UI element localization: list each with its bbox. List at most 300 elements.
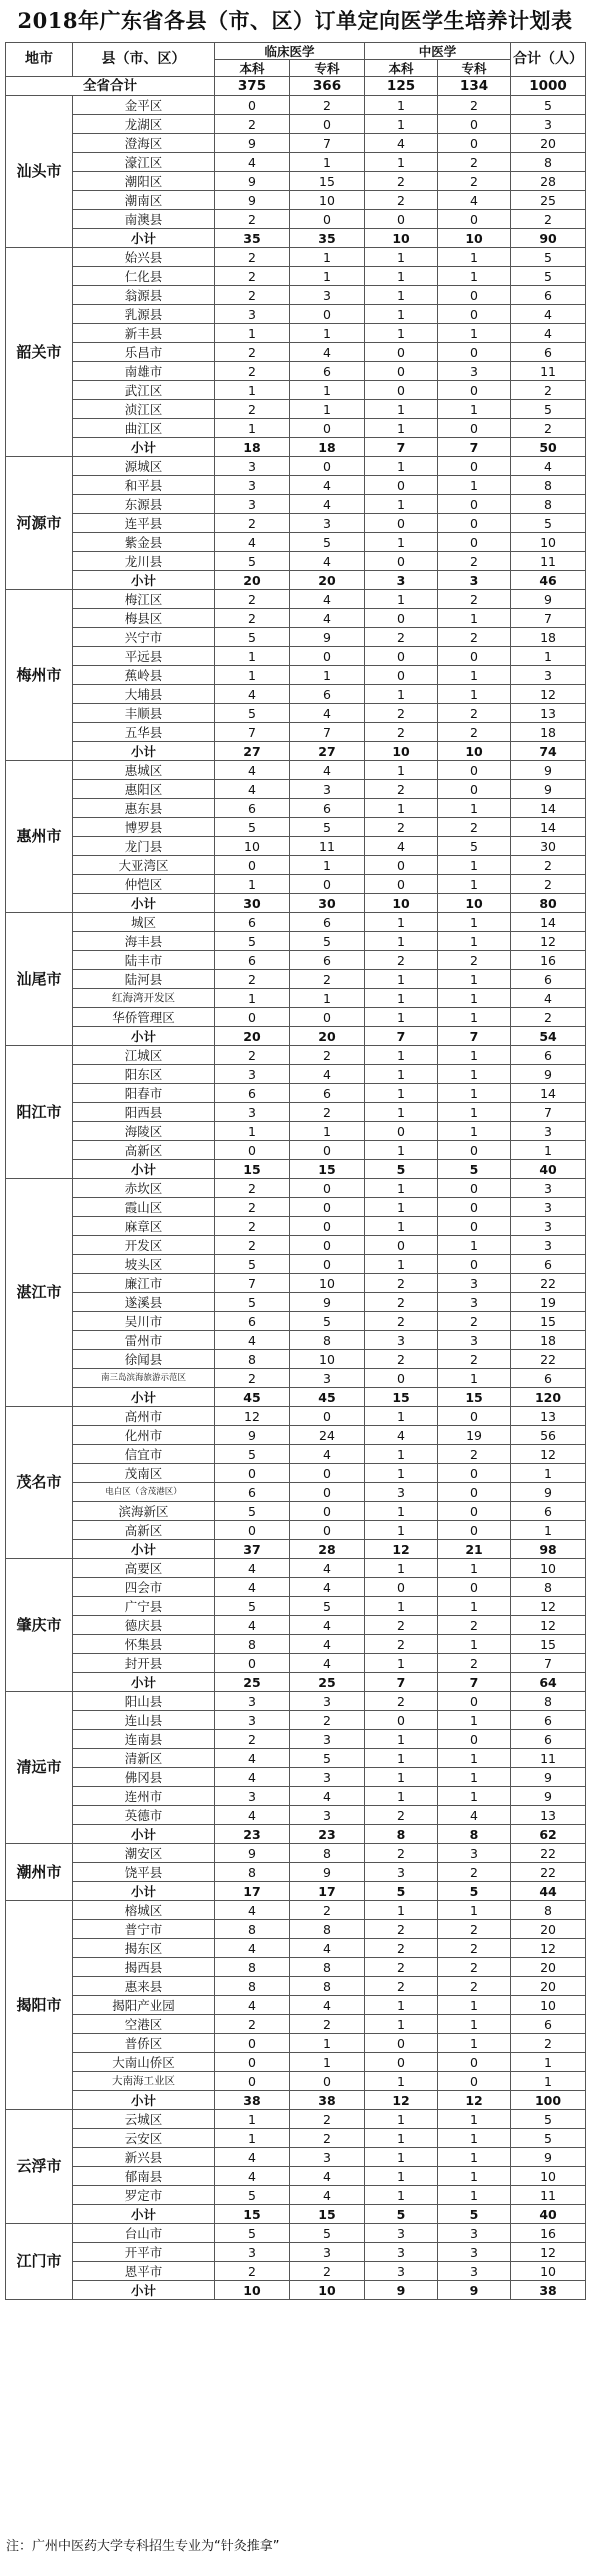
cell-tcm-bachelor: 1 xyxy=(365,1502,438,1521)
cell-total: 2 xyxy=(511,419,586,438)
table-row xyxy=(6,343,586,362)
county-name: 化州市 xyxy=(73,1426,215,1445)
cell-tcm-bachelor: 0 xyxy=(365,875,438,894)
cell-total: 1 xyxy=(511,1464,586,1483)
city-name: 河源市 xyxy=(6,457,73,590)
cell-tcm-college: 0 xyxy=(438,1521,511,1540)
subtotal-row xyxy=(6,2281,586,2300)
province-total-tcm-bachelor: 125 xyxy=(365,77,438,96)
county-name: 梅江区 xyxy=(73,590,215,609)
county-name: 麻章区 xyxy=(73,1217,215,1236)
subtotal-label: 小计 xyxy=(73,1027,215,1046)
cell-total: 12 xyxy=(511,1445,586,1464)
cell-clinical-bachelor: 5 xyxy=(215,1293,290,1312)
cell-clinical-college: 1 xyxy=(290,267,365,286)
cell-tcm-bachelor: 1 xyxy=(365,1179,438,1198)
cell-tcm-college: 1 xyxy=(438,1122,511,1141)
cell-clinical-college: 15 xyxy=(290,172,365,191)
cell-clinical-college: 5 xyxy=(290,1749,365,1768)
cell-clinical-bachelor: 2 xyxy=(215,1217,290,1236)
cell-tcm-college: 3 xyxy=(438,362,511,381)
cell-total: 1 xyxy=(511,2053,586,2072)
cell-clinical-college: 2 xyxy=(290,2262,365,2281)
cell-tcm-bachelor: 2 xyxy=(365,951,438,970)
county-name: 英德市 xyxy=(73,1806,215,1825)
county-name: 揭东区 xyxy=(73,1939,215,1958)
cell-tcm-college: 0 xyxy=(438,495,511,514)
cell-clinical-bachelor: 4 xyxy=(215,1939,290,1958)
cell-tcm-college: 2 xyxy=(438,818,511,837)
city-name: 韶关市 xyxy=(6,248,73,457)
cell-clinical-college: 3 xyxy=(290,1692,365,1711)
table-row xyxy=(6,172,586,191)
cell-tcm-college: 0 xyxy=(438,1464,511,1483)
county-name: 新丰县 xyxy=(73,324,215,343)
cell-clinical-college: 4 xyxy=(290,1787,365,1806)
cell-clinical-college: 2 xyxy=(290,1901,365,1920)
cell-clinical-college: 0 xyxy=(290,1217,365,1236)
county-name: 乳源县 xyxy=(73,305,215,324)
cell-total: 6 xyxy=(511,2015,586,2034)
table-row xyxy=(6,1255,586,1274)
cell-tcm-college: 0 xyxy=(438,761,511,780)
cell-tcm-bachelor: 1 xyxy=(365,1008,438,1027)
table-row xyxy=(6,913,586,932)
cell-tcm-bachelor: 2 xyxy=(365,723,438,742)
county-name: 惠来县 xyxy=(73,1977,215,1996)
cell-tcm-bachelor: 0 xyxy=(365,343,438,362)
cell-clinical-college: 6 xyxy=(290,1084,365,1103)
table-row xyxy=(6,780,586,799)
cell-total: 16 xyxy=(511,2224,586,2243)
subtotal-label: 小计 xyxy=(73,2281,215,2300)
cell-total: 12 xyxy=(511,685,586,704)
table-row xyxy=(6,2148,586,2167)
table-row xyxy=(6,495,586,514)
county-name: 雷州市 xyxy=(73,1331,215,1350)
cell-tcm-college: 4 xyxy=(438,191,511,210)
cell-tcm-bachelor: 2 xyxy=(365,1977,438,1996)
table-row xyxy=(6,286,586,305)
cell-clinical-college: 1 xyxy=(290,324,365,343)
cell-total: 18 xyxy=(511,628,586,647)
header-total: 合计（人） xyxy=(511,43,586,77)
table-row xyxy=(6,609,586,628)
cell-clinical-bachelor: 4 xyxy=(215,1806,290,1825)
cell-total: 12 xyxy=(511,1597,586,1616)
cell-tcm-bachelor: 4 xyxy=(365,837,438,856)
subtotal-tcm-bachelor: 5 xyxy=(365,2205,438,2224)
subtotal-clinical-college: 25 xyxy=(290,1673,365,1692)
cell-clinical-college: 6 xyxy=(290,799,365,818)
cell-tcm-bachelor: 0 xyxy=(365,476,438,495)
cell-clinical-college: 3 xyxy=(290,1768,365,1787)
subtotal-clinical-college: 18 xyxy=(290,438,365,457)
subtotal-tcm-college: 10 xyxy=(438,742,511,761)
county-name: 云安区 xyxy=(73,2129,215,2148)
cell-total: 11 xyxy=(511,552,586,571)
table-row xyxy=(6,1635,586,1654)
cell-clinical-bachelor: 0 xyxy=(215,2053,290,2072)
cell-clinical-college: 1 xyxy=(290,381,365,400)
subtotal-total: 50 xyxy=(511,438,586,457)
cell-clinical-bachelor: 3 xyxy=(215,1787,290,1806)
cell-total: 15 xyxy=(511,1635,586,1654)
cell-clinical-college: 8 xyxy=(290,1844,365,1863)
table-row xyxy=(6,1483,586,1502)
header-tcm: 中医学 xyxy=(365,43,511,60)
cell-tcm-bachelor: 0 xyxy=(365,2053,438,2072)
county-name: 大亚湾区 xyxy=(73,856,215,875)
cell-tcm-bachelor: 1 xyxy=(365,685,438,704)
cell-clinical-bachelor: 5 xyxy=(215,2186,290,2205)
cell-tcm-college: 1 xyxy=(438,2129,511,2148)
city-name: 揭阳市 xyxy=(6,1901,73,2110)
cell-clinical-college: 4 xyxy=(290,495,365,514)
subtotal-clinical-bachelor: 23 xyxy=(215,1825,290,1844)
table-row xyxy=(6,1939,586,1958)
cell-clinical-college: 4 xyxy=(290,704,365,723)
table-row xyxy=(6,761,586,780)
cell-tcm-bachelor: 1 xyxy=(365,457,438,476)
cell-clinical-college: 3 xyxy=(290,1369,365,1388)
cell-tcm-bachelor: 2 xyxy=(365,1692,438,1711)
cell-clinical-college: 2 xyxy=(290,96,365,115)
cell-tcm-bachelor: 1 xyxy=(365,1901,438,1920)
cell-clinical-bachelor: 4 xyxy=(215,1996,290,2015)
table-row xyxy=(6,267,586,286)
county-name: 阳山县 xyxy=(73,1692,215,1711)
subtotal-label: 小计 xyxy=(73,1160,215,1179)
cell-tcm-college: 2 xyxy=(438,96,511,115)
cell-clinical-bachelor: 2 xyxy=(215,267,290,286)
table-row xyxy=(6,666,586,685)
cell-tcm-college: 1 xyxy=(438,1901,511,1920)
cell-clinical-bachelor: 2 xyxy=(215,514,290,533)
cell-total: 2 xyxy=(511,856,586,875)
cell-tcm-bachelor: 1 xyxy=(365,1521,438,1540)
cell-total: 2 xyxy=(511,1008,586,1027)
cell-clinical-college: 0 xyxy=(290,1407,365,1426)
subtotal-label: 小计 xyxy=(73,894,215,913)
cell-clinical-college: 0 xyxy=(290,1236,365,1255)
cell-clinical-bachelor: 4 xyxy=(215,1901,290,1920)
cell-tcm-bachelor: 1 xyxy=(365,2186,438,2205)
cell-clinical-college: 1 xyxy=(290,2053,365,2072)
cell-tcm-bachelor: 1 xyxy=(365,153,438,172)
cell-total: 11 xyxy=(511,2186,586,2205)
cell-clinical-bachelor: 4 xyxy=(215,1749,290,1768)
cell-clinical-bachelor: 0 xyxy=(215,1654,290,1673)
cell-tcm-bachelor: 1 xyxy=(365,267,438,286)
subtotal-clinical-bachelor: 15 xyxy=(215,1160,290,1179)
county-name: 普侨区 xyxy=(73,2034,215,2053)
subtotal-clinical-bachelor: 20 xyxy=(215,1027,290,1046)
cell-total: 9 xyxy=(511,1768,586,1787)
cell-tcm-bachelor: 1 xyxy=(365,1654,438,1673)
cell-clinical-bachelor: 2 xyxy=(215,248,290,267)
cell-total: 10 xyxy=(511,533,586,552)
cell-total: 12 xyxy=(511,2243,586,2262)
cell-total: 22 xyxy=(511,1274,586,1293)
subtotal-tcm-bachelor: 7 xyxy=(365,438,438,457)
cell-total: 4 xyxy=(511,457,586,476)
subtotal-row xyxy=(6,2205,586,2224)
county-name: 台山市 xyxy=(73,2224,215,2243)
cell-total: 22 xyxy=(511,1863,586,1882)
city-name: 清远市 xyxy=(6,1692,73,1844)
cell-total: 1 xyxy=(511,1521,586,1540)
cell-clinical-college: 0 xyxy=(290,1141,365,1160)
table-row xyxy=(6,457,586,476)
cell-tcm-college: 2 xyxy=(438,951,511,970)
cell-clinical-bachelor: 1 xyxy=(215,989,290,1008)
subtotal-tcm-college: 5 xyxy=(438,1160,511,1179)
cell-clinical-bachelor: 1 xyxy=(215,666,290,685)
county-name: 吴川市 xyxy=(73,1312,215,1331)
table-row xyxy=(6,1654,586,1673)
cell-clinical-bachelor: 1 xyxy=(215,2110,290,2129)
cell-total: 10 xyxy=(511,1559,586,1578)
cell-clinical-college: 2 xyxy=(290,1046,365,1065)
cell-clinical-college: 1 xyxy=(290,400,365,419)
table-row xyxy=(6,1179,586,1198)
subtotal-total: 44 xyxy=(511,1882,586,1901)
subtotal-label: 小计 xyxy=(73,229,215,248)
cell-tcm-bachelor: 3 xyxy=(365,2224,438,2243)
cell-tcm-bachelor: 2 xyxy=(365,1920,438,1939)
county-name: 封开县 xyxy=(73,1654,215,1673)
cell-tcm-college: 1 xyxy=(438,2148,511,2167)
cell-tcm-college: 1 xyxy=(438,324,511,343)
cell-clinical-bachelor: 5 xyxy=(215,1597,290,1616)
cell-clinical-bachelor: 0 xyxy=(215,1464,290,1483)
cell-tcm-college: 1 xyxy=(438,913,511,932)
cell-tcm-bachelor: 2 xyxy=(365,628,438,647)
table-row xyxy=(6,875,586,894)
cell-tcm-bachelor: 1 xyxy=(365,96,438,115)
county-name: 蕉岭县 xyxy=(73,666,215,685)
cell-clinical-college: 1 xyxy=(290,153,365,172)
cell-tcm-bachelor: 1 xyxy=(365,248,438,267)
header-clinical: 临床医学 xyxy=(215,43,365,60)
cell-tcm-bachelor: 1 xyxy=(365,1768,438,1787)
table-row xyxy=(6,2015,586,2034)
county-name: 博罗县 xyxy=(73,818,215,837)
cell-tcm-college: 1 xyxy=(438,970,511,989)
cell-clinical-bachelor: 0 xyxy=(215,96,290,115)
county-name: 平远县 xyxy=(73,647,215,666)
cell-clinical-college: 8 xyxy=(290,1977,365,1996)
cell-clinical-college: 0 xyxy=(290,210,365,229)
table-row xyxy=(6,419,586,438)
cell-total: 5 xyxy=(511,267,586,286)
table-row xyxy=(6,1692,586,1711)
county-name: 怀集县 xyxy=(73,1635,215,1654)
cell-total: 6 xyxy=(511,343,586,362)
cell-clinical-bachelor: 2 xyxy=(215,362,290,381)
city-name: 茂名市 xyxy=(6,1407,73,1559)
cell-clinical-college: 10 xyxy=(290,1274,365,1293)
subtotal-clinical-bachelor: 25 xyxy=(215,1673,290,1692)
table-row xyxy=(6,1407,586,1426)
cell-clinical-bachelor: 5 xyxy=(215,818,290,837)
cell-total: 3 xyxy=(511,1122,586,1141)
cell-tcm-college: 3 xyxy=(438,1844,511,1863)
cell-tcm-bachelor: 1 xyxy=(365,1217,438,1236)
cell-clinical-bachelor: 4 xyxy=(215,1559,290,1578)
subtotal-total: 40 xyxy=(511,2205,586,2224)
table-row xyxy=(6,362,586,381)
cell-tcm-bachelor: 2 xyxy=(365,1939,438,1958)
cell-tcm-bachelor: 0 xyxy=(365,856,438,875)
table-row xyxy=(6,2053,586,2072)
table-row xyxy=(6,989,586,1008)
cell-tcm-college: 0 xyxy=(438,1578,511,1597)
cell-tcm-college: 1 xyxy=(438,1768,511,1787)
cell-clinical-college: 3 xyxy=(290,2243,365,2262)
table-row xyxy=(6,1559,586,1578)
table-row xyxy=(6,514,586,533)
province-total-clinical-bachelor: 375 xyxy=(215,77,290,96)
subtotal-label: 小计 xyxy=(73,2205,215,2224)
cell-clinical-college: 0 xyxy=(290,115,365,134)
cell-tcm-college: 1 xyxy=(438,1236,511,1255)
cell-total: 6 xyxy=(511,1255,586,1274)
table-row xyxy=(6,191,586,210)
subtotal-tcm-college: 10 xyxy=(438,229,511,248)
cell-tcm-college: 1 xyxy=(438,685,511,704)
cell-tcm-college: 1 xyxy=(438,267,511,286)
county-name: 紫金县 xyxy=(73,533,215,552)
table-row xyxy=(6,1768,586,1787)
table-row xyxy=(6,210,586,229)
header-tcm-college: 专科 xyxy=(438,60,511,77)
cell-clinical-college: 2 xyxy=(290,2110,365,2129)
table-row xyxy=(6,1806,586,1825)
cell-total: 20 xyxy=(511,1920,586,1939)
cell-tcm-bachelor: 1 xyxy=(365,324,438,343)
cell-tcm-college: 1 xyxy=(438,2167,511,2186)
cell-tcm-bachelor: 0 xyxy=(365,514,438,533)
city-name: 汕头市 xyxy=(6,96,73,248)
cell-clinical-college: 2 xyxy=(290,970,365,989)
county-name: 城区 xyxy=(73,913,215,932)
subtotal-row xyxy=(6,894,586,913)
cell-tcm-bachelor: 2 xyxy=(365,780,438,799)
cell-tcm-bachelor: 0 xyxy=(365,1122,438,1141)
cell-tcm-bachelor: 1 xyxy=(365,1730,438,1749)
cell-total: 13 xyxy=(511,1407,586,1426)
cell-tcm-bachelor: 0 xyxy=(365,1578,438,1597)
table-row xyxy=(6,2262,586,2281)
table-row xyxy=(6,381,586,400)
cell-tcm-college: 1 xyxy=(438,2015,511,2034)
subtotal-total: 120 xyxy=(511,1388,586,1407)
cell-clinical-bachelor: 1 xyxy=(215,2129,290,2148)
cell-total: 20 xyxy=(511,1958,586,1977)
cell-tcm-bachelor: 1 xyxy=(365,2148,438,2167)
county-name: 遂溪县 xyxy=(73,1293,215,1312)
county-name: 潮阳区 xyxy=(73,172,215,191)
cell-clinical-bachelor: 1 xyxy=(215,1122,290,1141)
cell-clinical-bachelor: 0 xyxy=(215,856,290,875)
cell-clinical-bachelor: 2 xyxy=(215,1179,290,1198)
county-name: 滨海新区 xyxy=(73,1502,215,1521)
cell-clinical-college: 0 xyxy=(290,1198,365,1217)
subtotal-row xyxy=(6,1673,586,1692)
cell-clinical-bachelor: 2 xyxy=(215,286,290,305)
cell-tcm-bachelor: 1 xyxy=(365,1787,438,1806)
table-row xyxy=(6,2243,586,2262)
province-total-label: 全省合计 xyxy=(6,77,215,96)
cell-tcm-bachelor: 1 xyxy=(365,1198,438,1217)
cell-total: 56 xyxy=(511,1426,586,1445)
cell-tcm-bachelor: 1 xyxy=(365,1103,438,1122)
cell-tcm-college: 2 xyxy=(438,723,511,742)
cell-tcm-bachelor: 0 xyxy=(365,609,438,628)
cell-clinical-college: 6 xyxy=(290,951,365,970)
cell-clinical-college: 7 xyxy=(290,134,365,153)
subtotal-tcm-bachelor: 10 xyxy=(365,229,438,248)
cell-total: 4 xyxy=(511,324,586,343)
subtotal-tcm-college: 8 xyxy=(438,1825,511,1844)
cell-tcm-college: 1 xyxy=(438,2034,511,2053)
cell-total: 22 xyxy=(511,1350,586,1369)
training-plan-table xyxy=(5,42,586,2300)
cell-total: 22 xyxy=(511,1844,586,1863)
table-row xyxy=(6,951,586,970)
cell-total: 6 xyxy=(511,1730,586,1749)
county-name: 大南山侨区 xyxy=(73,2053,215,2072)
table-row xyxy=(6,2034,586,2053)
cell-tcm-bachelor: 1 xyxy=(365,1407,438,1426)
table-row xyxy=(6,1426,586,1445)
cell-clinical-college: 4 xyxy=(290,343,365,362)
county-name: 陆河县 xyxy=(73,970,215,989)
county-name: 龙湖区 xyxy=(73,115,215,134)
cell-clinical-college: 4 xyxy=(290,1578,365,1597)
cell-total: 6 xyxy=(511,1369,586,1388)
table-row xyxy=(6,1236,586,1255)
table-row xyxy=(6,856,586,875)
cell-total: 10 xyxy=(511,1996,586,2015)
cell-tcm-bachelor: 2 xyxy=(365,191,438,210)
county-name: 茂南区 xyxy=(73,1464,215,1483)
cell-tcm-college: 2 xyxy=(438,704,511,723)
cell-clinical-bachelor: 1 xyxy=(215,419,290,438)
county-name: 高要区 xyxy=(73,1559,215,1578)
subtotal-clinical-college: 30 xyxy=(290,894,365,913)
cell-tcm-bachelor: 2 xyxy=(365,1635,438,1654)
cell-tcm-college: 1 xyxy=(438,248,511,267)
cell-tcm-college: 3 xyxy=(438,2243,511,2262)
cell-tcm-college: 2 xyxy=(438,1863,511,1882)
cell-tcm-bachelor: 2 xyxy=(365,704,438,723)
subtotal-tcm-college: 7 xyxy=(438,1027,511,1046)
county-name: 清新区 xyxy=(73,1749,215,1768)
table-row xyxy=(6,1863,586,1882)
cell-tcm-college: 1 xyxy=(438,476,511,495)
cell-clinical-bachelor: 2 xyxy=(215,115,290,134)
table-row xyxy=(6,1958,586,1977)
cell-clinical-bachelor: 2 xyxy=(215,1369,290,1388)
cell-clinical-college: 5 xyxy=(290,533,365,552)
cell-clinical-college: 1 xyxy=(290,2034,365,2053)
cell-tcm-bachelor: 1 xyxy=(365,989,438,1008)
subtotal-tcm-college: 7 xyxy=(438,438,511,457)
cell-tcm-college: 0 xyxy=(438,1255,511,1274)
